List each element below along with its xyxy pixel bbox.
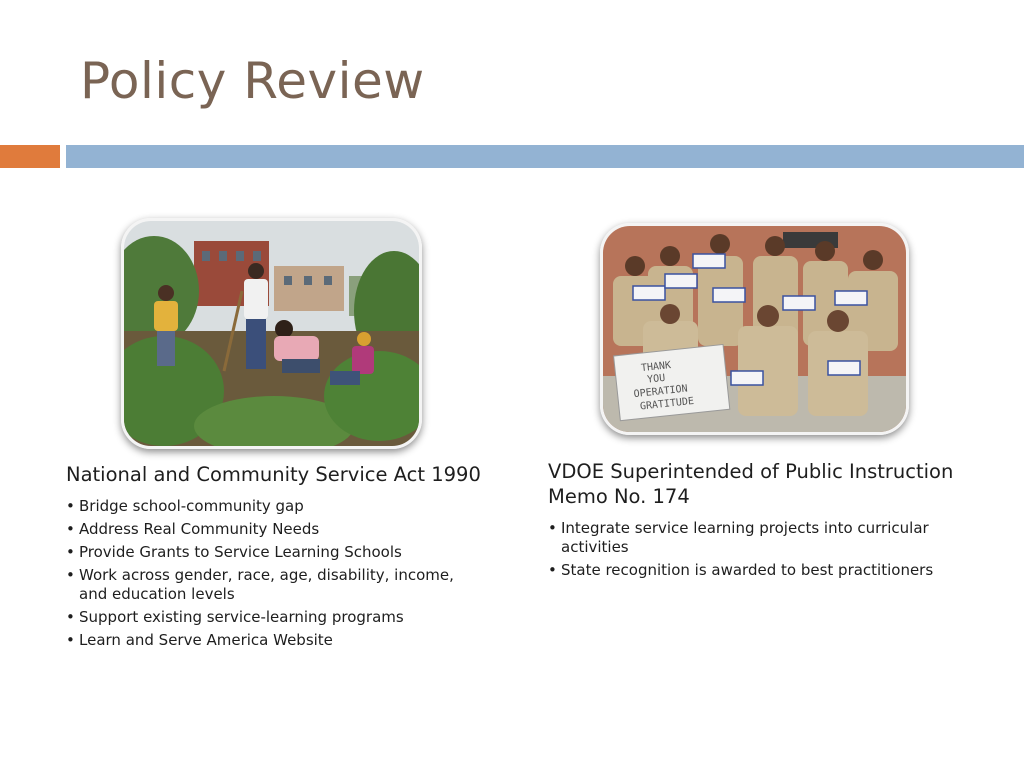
- garden-photo-illustration: [124, 221, 419, 446]
- accent-bar-blue: [66, 145, 1024, 168]
- right-bullet-list: [548, 519, 968, 580]
- soldiers-photo-illustration: [603, 226, 906, 432]
- sign-line-1: THANK: [640, 360, 672, 375]
- list-item: • Work across gender, race, age, disability, income, and education levels: [66, 566, 486, 604]
- sign-line-2: YOU: [646, 372, 666, 386]
- left-bullet-list: [66, 497, 486, 650]
- accent-bar-orange: [0, 145, 60, 168]
- list-item: • Provide Grants to Service Learning Schools: [66, 543, 486, 562]
- slide-title: Policy Review: [80, 52, 425, 110]
- list-item: • State recognition is awarded to best practitioners: [548, 561, 968, 580]
- sign-line-3: OPERATION: [633, 383, 689, 401]
- list-item: • Bridge school-community gap: [66, 497, 486, 516]
- garden-volunteers-photo: [121, 218, 422, 449]
- left-column: [66, 462, 486, 654]
- list-item: • Integrate service learning projects into curricular activities: [548, 519, 968, 557]
- list-item: • Support existing service-learning programs: [66, 608, 486, 627]
- sign-line-4: GRATITUDE: [639, 395, 695, 413]
- right-heading: VDOE Superintended of Public Instruction Memo No. 174: [548, 460, 954, 508]
- left-heading: National and Community Service Act 1990: [66, 463, 481, 486]
- list-item: • Learn and Serve America Website: [66, 631, 486, 650]
- right-column: [548, 459, 968, 584]
- list-item: • Address Real Community Needs: [66, 520, 486, 539]
- soldiers-cards-photo: [600, 223, 909, 435]
